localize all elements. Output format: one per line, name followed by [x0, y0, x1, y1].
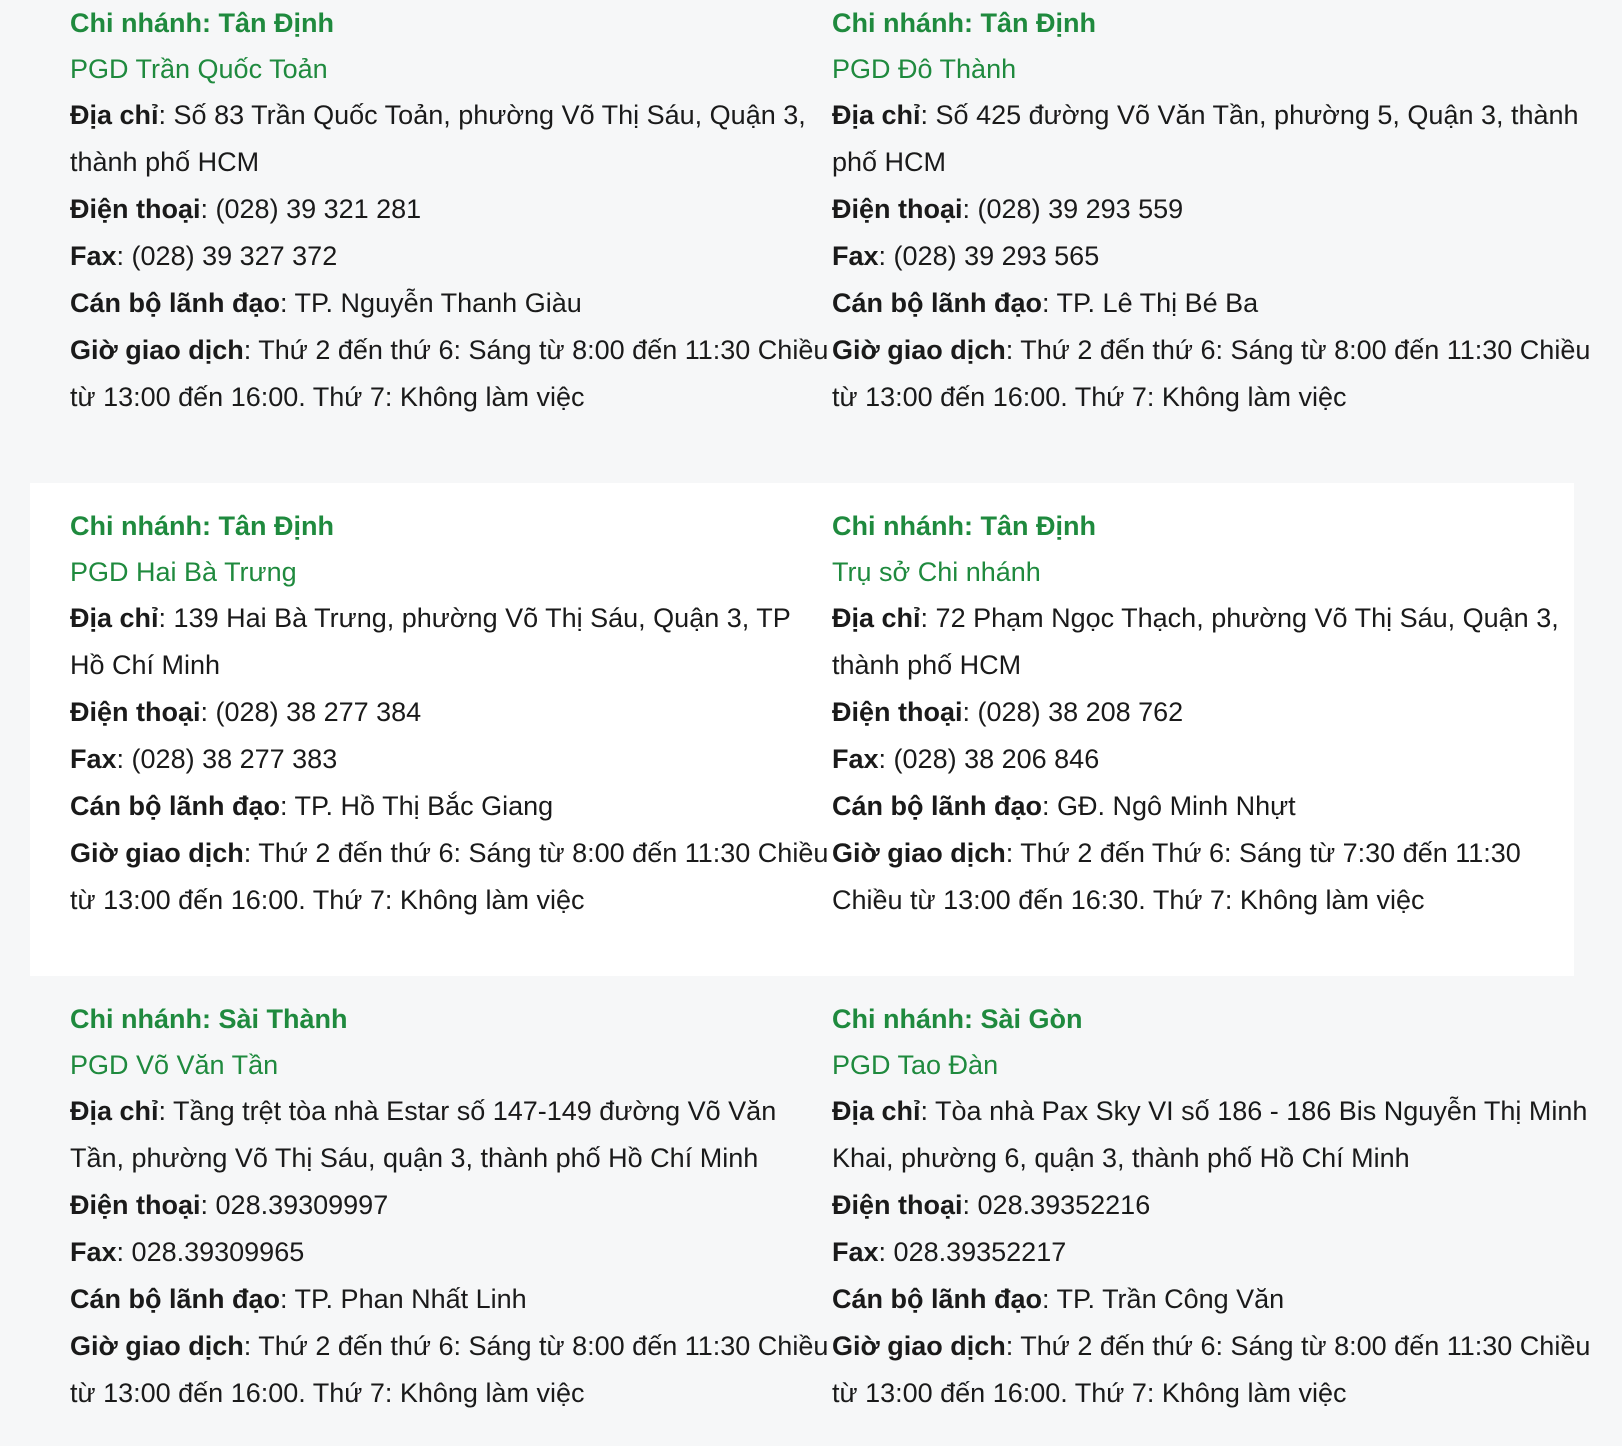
hours-line — [70, 830, 830, 924]
separator: : — [1042, 1284, 1057, 1314]
office-card — [70, 0, 830, 421]
hours-value: Thứ 2 đến thứ 6: Sáng từ 8:00 đến 11:30 Chiều từ 13:00 đến 16:00. Thứ 7: Không làm việc — [832, 1331, 1591, 1408]
separator: : — [1042, 288, 1057, 318]
address-line — [832, 595, 1592, 689]
office-card — [70, 503, 830, 924]
phone-value: 028.39352216 — [977, 1190, 1151, 1220]
office-name: PGD Hai Bà Trưng — [70, 557, 297, 587]
fax-line — [832, 736, 1592, 783]
fax-value: (028) 39 293 565 — [893, 241, 1100, 271]
address-label: Địa chỉ — [832, 603, 921, 633]
office-card — [832, 503, 1592, 924]
phone-label: Điện thoại — [70, 697, 201, 727]
phone-label: Điện thoại — [70, 1190, 201, 1220]
office-row — [30, 483, 1574, 976]
separator: : — [962, 194, 978, 224]
branch-name: Chi nhánh: Sài Thành — [70, 1004, 348, 1034]
address-line — [70, 1088, 830, 1182]
separator: : — [200, 194, 216, 224]
branch-name: Chi nhánh: Tân Định — [70, 8, 334, 38]
hours-line — [70, 327, 830, 421]
address-label: Địa chỉ — [70, 1096, 159, 1126]
manager-line — [832, 783, 1592, 830]
fax-value: (028) 39 327 372 — [131, 241, 338, 271]
phone-value: (028) 39 321 281 — [215, 194, 422, 224]
address-line — [70, 595, 830, 689]
branch-name: Chi nhánh: Tân Định — [70, 511, 334, 541]
phone-line — [832, 1182, 1592, 1229]
office-row — [30, 0, 1591, 466]
office-card — [70, 996, 830, 1417]
address-line — [832, 1088, 1592, 1182]
separator: : — [158, 100, 174, 130]
phone-line — [70, 1182, 830, 1229]
separator: : — [1005, 838, 1021, 868]
manager-label: Cán bộ lãnh đạo — [70, 288, 281, 318]
hours-value: Thứ 2 đến thứ 6: Sáng từ 8:00 đến 11:30 Chiều từ 13:00 đến 16:00. Thứ 7: Không làm việc — [70, 1331, 829, 1408]
fax-line — [70, 736, 830, 783]
address-value: Tòa nhà Pax Sky VI số 186 - 186 Bis Nguyễn Thị Minh Khai, phường 6, quận 3, thành phố Hồ Chí Minh — [832, 1096, 1588, 1173]
separator: : — [878, 744, 894, 774]
office-name: PGD Võ Văn Tần — [70, 1050, 279, 1080]
address-label: Địa chỉ — [832, 1096, 921, 1126]
phone-label: Điện thoại — [70, 194, 201, 224]
fax-label: Fax — [70, 1237, 117, 1267]
hours-value: Thứ 2 đến Thứ 6: Sáng từ 7:30 đến 11:30 Chiều từ 13:00 đến 16:30. Thứ 7: Không làm việc — [832, 838, 1521, 915]
separator: : — [243, 335, 259, 365]
separator: : — [280, 791, 295, 821]
fax-label: Fax — [832, 744, 879, 774]
hours-label: Giờ giao dịch — [832, 838, 1006, 868]
manager-label: Cán bộ lãnh đạo — [70, 1284, 281, 1314]
manager-line — [832, 280, 1592, 327]
separator: : — [962, 1190, 978, 1220]
separator: : — [243, 838, 259, 868]
separator: : — [116, 241, 132, 271]
separator: : — [878, 241, 894, 271]
address-value: 72 Phạm Ngọc Thạch, phường Võ Thị Sáu, Quận 3, thành phố HCM — [832, 603, 1559, 680]
office-name: PGD Đô Thành — [832, 54, 1017, 84]
hours-line — [832, 1323, 1592, 1417]
separator: : — [158, 603, 174, 633]
phone-line — [832, 186, 1592, 233]
branch-name: Chi nhánh: Tân Định — [832, 511, 1096, 541]
separator: : — [158, 1096, 174, 1126]
address-value: 139 Hai Bà Trưng, phường Võ Thị Sáu, Quận 3, TP Hồ Chí Minh — [70, 603, 791, 680]
separator: : — [280, 1284, 295, 1314]
hours-line — [832, 327, 1592, 421]
fax-label: Fax — [832, 241, 879, 271]
fax-label: Fax — [70, 241, 117, 271]
phone-label: Điện thoại — [832, 1190, 963, 1220]
separator: : — [200, 1190, 216, 1220]
address-value: Tầng trệt tòa nhà Estar số 147-149 đường Võ Văn Tần, phường Võ Thị Sáu, quận 3, thành phố Hồ Chí Minh — [70, 1096, 777, 1173]
manager-value: GĐ. Ngô Minh Nhựt — [1057, 791, 1296, 821]
fax-line — [70, 1229, 830, 1276]
fax-value: (028) 38 277 383 — [131, 744, 338, 774]
office-name: PGD Trần Quốc Toản — [70, 54, 328, 84]
hours-label: Giờ giao dịch — [70, 335, 244, 365]
separator: : — [280, 288, 295, 318]
office-name: Trụ sở Chi nhánh — [832, 557, 1041, 587]
address-label: Địa chỉ — [70, 603, 159, 633]
phone-line — [70, 689, 830, 736]
hours-value: Thứ 2 đến thứ 6: Sáng từ 8:00 đến 11:30 Chiều từ 13:00 đến 16:00. Thứ 7: Không làm việc — [832, 335, 1591, 412]
phone-label: Điện thoại — [832, 697, 963, 727]
fax-value: 028.39309965 — [131, 1237, 305, 1267]
separator: : — [962, 697, 978, 727]
address-line — [832, 92, 1592, 186]
separator: : — [878, 1237, 894, 1267]
hours-value: Thứ 2 đến thứ 6: Sáng từ 8:00 đến 11:30 Chiều từ 13:00 đến 16:00. Thứ 7: Không làm việc — [70, 838, 829, 915]
phone-value: 028.39309997 — [215, 1190, 389, 1220]
address-line — [70, 92, 830, 186]
separator: : — [116, 1237, 132, 1267]
branch-name: Chi nhánh: Tân Định — [832, 8, 1096, 38]
separator: : — [920, 1096, 936, 1126]
separator: : — [243, 1331, 259, 1361]
manager-value: TP. Trần Công Văn — [1056, 1284, 1285, 1314]
hours-label: Giờ giao dịch — [70, 1331, 244, 1361]
hours-line — [70, 1323, 830, 1417]
manager-label: Cán bộ lãnh đạo — [832, 1284, 1043, 1314]
address-value: Số 83 Trần Quốc Toản, phường Võ Thị Sáu, Quận 3, thành phố HCM — [70, 100, 806, 177]
office-name: PGD Tao Đàn — [832, 1050, 999, 1080]
address-value: Số 425 đường Võ Văn Tần, phường 5, Quận 3, thành phố HCM — [832, 100, 1579, 177]
phone-value: (028) 39 293 559 — [977, 194, 1184, 224]
office-row — [30, 976, 1591, 1446]
phone-value: (028) 38 277 384 — [215, 697, 422, 727]
fax-label: Fax — [832, 1237, 879, 1267]
separator: : — [116, 744, 132, 774]
fax-line — [832, 1229, 1592, 1276]
fax-label: Fax — [70, 744, 117, 774]
office-card — [832, 0, 1592, 421]
separator: : — [1042, 791, 1058, 821]
manager-value: TP. Phan Nhất Linh — [294, 1284, 527, 1314]
separator: : — [920, 603, 936, 633]
branch-name: Chi nhánh: Sài Gòn — [832, 1004, 1083, 1034]
fax-line — [70, 233, 830, 280]
separator: : — [1005, 335, 1021, 365]
manager-line — [70, 783, 830, 830]
hours-label: Giờ giao dịch — [832, 335, 1006, 365]
hours-label: Giờ giao dịch — [832, 1331, 1006, 1361]
manager-value: TP. Nguyễn Thanh Giàu — [294, 288, 582, 318]
manager-line — [70, 280, 830, 327]
separator: : — [200, 697, 216, 727]
phone-line — [70, 186, 830, 233]
separator: : — [1005, 1331, 1021, 1361]
manager-label: Cán bộ lãnh đạo — [832, 288, 1043, 318]
manager-line — [70, 1276, 830, 1323]
manager-label: Cán bộ lãnh đạo — [70, 791, 281, 821]
manager-value: TP. Lê Thị Bé Ba — [1056, 288, 1259, 318]
hours-line — [832, 830, 1592, 924]
fax-line — [832, 233, 1592, 280]
phone-label: Điện thoại — [832, 194, 963, 224]
office-card — [832, 996, 1592, 1417]
manager-value: TP. Hồ Thị Bắc Giang — [294, 791, 554, 821]
phone-value: (028) 38 208 762 — [977, 697, 1184, 727]
address-label: Địa chỉ — [832, 100, 921, 130]
phone-line — [832, 689, 1592, 736]
fax-value: 028.39352217 — [893, 1237, 1067, 1267]
manager-label: Cán bộ lãnh đạo — [832, 791, 1043, 821]
hours-value: Thứ 2 đến thứ 6: Sáng từ 8:00 đến 11:30 Chiều từ 13:00 đến 16:00. Thứ 7: Không làm việc — [70, 335, 829, 412]
address-label: Địa chỉ — [70, 100, 159, 130]
fax-value: (028) 38 206 846 — [893, 744, 1100, 774]
hours-label: Giờ giao dịch — [70, 838, 244, 868]
manager-line — [832, 1276, 1592, 1323]
separator: : — [920, 100, 936, 130]
